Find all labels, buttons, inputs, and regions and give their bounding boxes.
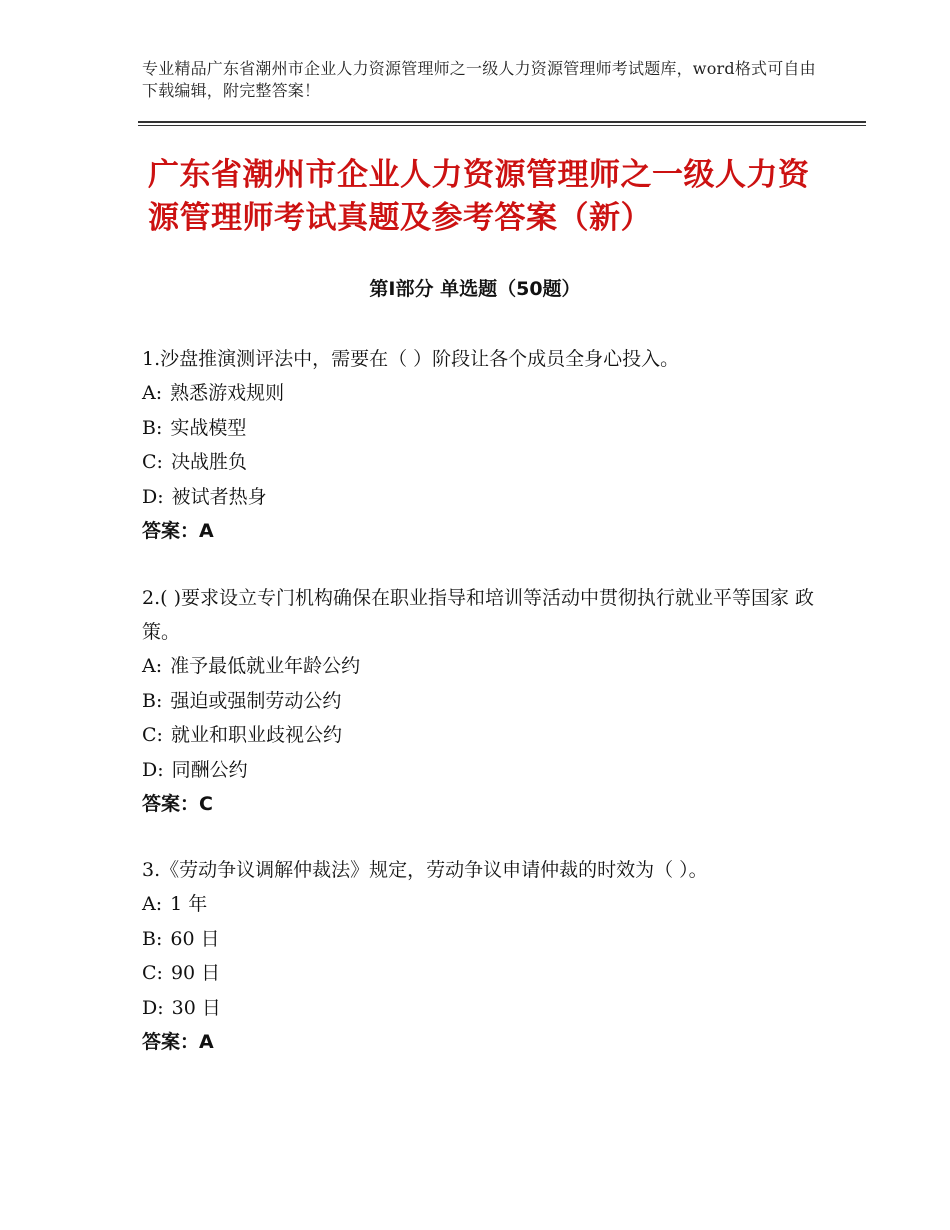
answer-line — [142, 1025, 822, 1059]
option-b — [142, 684, 822, 719]
header-divider-thick — [138, 121, 866, 123]
option-key: D: — [142, 485, 164, 508]
option-a — [142, 649, 822, 684]
option-text: 就业和职业歧视公约 — [170, 724, 342, 746]
answer-line — [142, 787, 822, 821]
option-text: 30 日 — [171, 996, 221, 1019]
option-key: D: — [142, 758, 164, 781]
question-stem: 3.《劳动争议调解仲裁法》规定，劳动争议申请仲裁的时效为（ ）。 — [142, 859, 708, 881]
option-text: 同酬公约 — [171, 758, 248, 781]
option-text: 准予最低就业年龄公约 — [170, 655, 361, 677]
document-title: 广东省潮州市企业人力资源管理师之一级人力资源管理师考试真题及参考答案（新） — [148, 157, 810, 236]
option-text: 60 日 — [170, 927, 220, 950]
option-text: 90 日 — [170, 962, 221, 984]
answer-label: 答案： — [142, 520, 200, 542]
option-key: A: — [142, 655, 163, 677]
answer-value: A — [199, 1031, 214, 1053]
option-key: D: — [142, 996, 164, 1019]
section-heading: 第Ⅰ部分 单选题（50题） — [369, 278, 581, 300]
option-key: C: — [142, 451, 163, 473]
option-d — [142, 991, 822, 1026]
option-text: 熟悉游戏规则 — [170, 382, 285, 404]
option-d — [142, 480, 822, 515]
option-key: B: — [142, 689, 163, 712]
header-divider-thin — [138, 125, 866, 126]
option-d — [142, 753, 822, 788]
question-stem: 1.沙盘推演测评法中，需要在（ ）阶段让各个成员全身心投入。 — [142, 348, 680, 370]
option-b — [142, 922, 822, 957]
answer-value: C — [199, 793, 213, 815]
answer-value: A — [199, 520, 214, 542]
option-key: C: — [142, 724, 163, 746]
option-key: C: — [142, 962, 163, 984]
option-b — [142, 411, 822, 446]
option-key: B: — [142, 927, 163, 950]
question-2 — [142, 581, 822, 821]
option-key: A: — [142, 382, 163, 404]
option-key: A: — [142, 893, 163, 915]
question-3 — [142, 853, 822, 1059]
option-text: 被试者热身 — [171, 485, 267, 508]
answer-line — [142, 514, 822, 548]
option-key: B: — [142, 416, 163, 439]
option-text: 1 年 — [170, 893, 208, 915]
option-c — [142, 445, 822, 480]
question-stem: 2.( )要求设立专门机构确保在职业指导和培训等活动中贯彻执行就业平等国家 政策。 — [142, 587, 815, 643]
option-text: 实战模型 — [170, 416, 247, 439]
answer-label: 答案： — [142, 793, 200, 815]
question-1 — [142, 342, 822, 548]
header-note: 专业精品广东省潮州市企业人力资源管理师之一级人力资源管理师考试题库，word格式可自由下载编辑，附完整答案！ — [142, 59, 816, 100]
option-text: 强迫或强制劳动公约 — [170, 689, 342, 712]
option-c — [142, 956, 822, 991]
option-text: 决战胜负 — [170, 451, 247, 473]
option-a — [142, 376, 822, 411]
option-a — [142, 887, 822, 922]
answer-label: 答案： — [142, 1031, 200, 1053]
option-c — [142, 718, 822, 753]
